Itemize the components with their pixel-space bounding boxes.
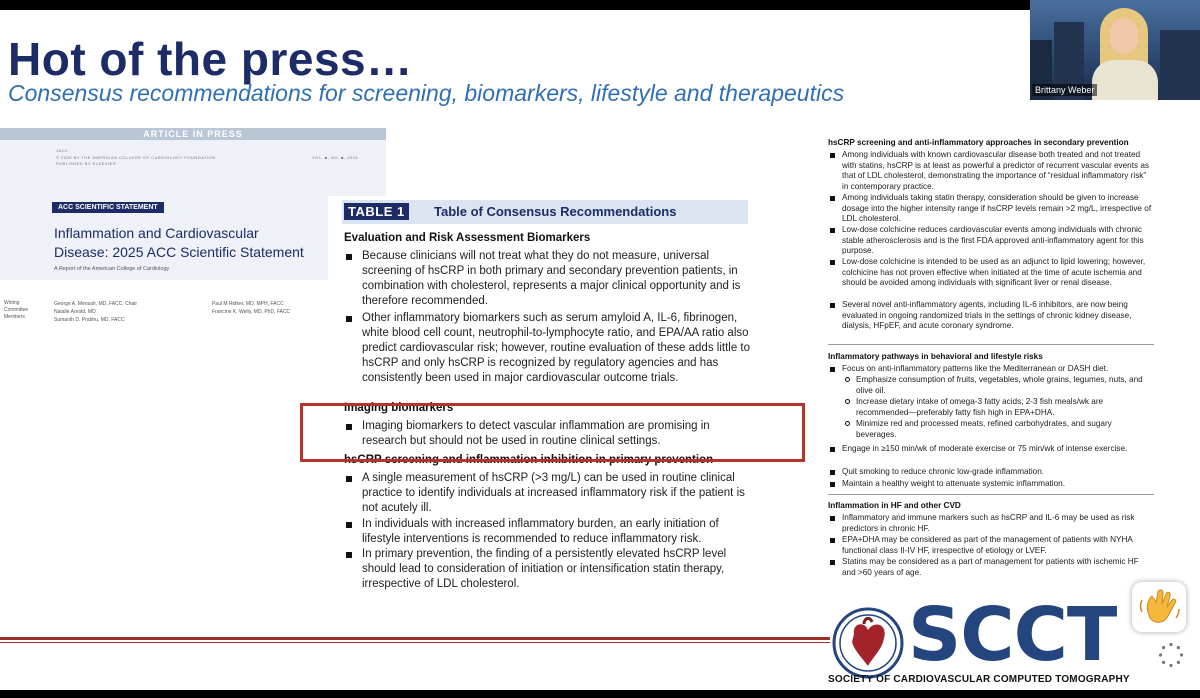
author: George A. Mensah, MD, FACC, Chair: [54, 301, 138, 307]
background-building: [1160, 30, 1200, 100]
list-item: Low-dose colchicine is intended to be used as an adjunct to lipid lowering; however, colchicine has not proven effective when initiated at the time of acute ischemia and should be avoided among individuals with significant liver or renal disease.: [828, 257, 1152, 289]
heart-logo-icon: [830, 606, 910, 680]
table-bullet: Because clinicians will not treat what they do not measure, universal screening of hsCRP in both primary and secondary prevention patients, in combination with cholesterol, represents a major clinical opportunity and is therefore recommended.: [346, 249, 750, 309]
participant-face: [1110, 18, 1138, 54]
participant-video-tile[interactable]: [1030, 0, 1200, 100]
scct-logo-text: SCCT: [908, 592, 1117, 678]
list-item: Inflammatory and immune markers such as hsCRP and IL-6 may be used as risk predictors in chronic HF.: [828, 513, 1152, 534]
table-bullet: Imaging biomarkers to detect vascular inflammation are promising in research but should not be used in routine clinical settings.: [346, 419, 750, 449]
table-bullet: A single measurement of hsCRP (>3 mg/L) can be used in routine clinical practice to identify individuals at increased inflammatory risk if the patient is not acutely ill.: [346, 471, 750, 516]
table-header: [342, 200, 748, 224]
waving-hand-icon: [1132, 582, 1186, 632]
consensus-table: [328, 196, 804, 606]
sub-list-item: Emphasize consumption of fruits, vegetables, whole grains, legumes, nuts, and olive oil.: [844, 375, 1152, 396]
participant-name-label: Brittany Weber: [1032, 84, 1097, 96]
presentation-slide: [0, 10, 1200, 690]
table-bullet: In individuals with increased inflammatory burden, an early initiation of lifestyle interventions is recommended to reduce inflammatory risk.: [346, 517, 750, 547]
table-bullet: In primary prevention, the finding of a persistently elevated hsCRP level should lead to consideration of initiation or intensification statin therapy, irrespective of LDL cholesterol.: [346, 547, 750, 592]
participant-body: [1092, 60, 1158, 100]
table-bullet: Other inflammatory biomarkers such as serum amyloid A, IL-6, fibrinogen, white blood cell count, neutrophil-to-lymphocyte ratio, and EPA/AA ratio also predict cardiovascular risk; however, routine evaluation of these adds little to hsCRP and only hsCRP is recognized by regulatory agencies and has consistently been used in major cardiovascular outcome trials.: [346, 311, 750, 386]
divider: [828, 494, 1154, 495]
article-report-line: A Report of the American College of Cardiology: [54, 266, 170, 272]
publisher-line-1: JACC: [56, 148, 69, 153]
table-title: Table of Consensus Recommendations: [434, 204, 677, 219]
list-item: Focus on anti-inflammatory patterns like the Mediterranean or DASH diet.: [828, 364, 1152, 375]
author: Paul M Ridker, MD, MPH, FACC: [212, 301, 284, 307]
author: Sumanth D. Prabhu, MD, FACC: [54, 317, 125, 323]
author: Natalie Arnold, MD: [54, 309, 96, 315]
section-heading: Evaluation and Risk Assessment Biomarkers: [344, 232, 591, 244]
reaction-button[interactable]: [1132, 582, 1186, 632]
list-item: Among individuals with known cardiovascular disease both treated and not treated with statins, hsCRP is at least as powerful a predictor of recurrent vascular events as that of LDL cholesterol, demonstrating the importance of “residual inflammatory risk” in contemporary practice.: [828, 150, 1152, 192]
imaging-biomarkers-highlight-box: [300, 403, 805, 462]
sub-list-item: Minimize red and processed meats, refined carbohydrates, and sugary beverages.: [844, 419, 1152, 440]
section-heading: Imaging biomarkers: [344, 402, 454, 414]
section-heading: Inflammatory pathways in behavioral and lifestyle risks: [828, 352, 1043, 361]
list-item: Statins may be considered as a part of management for patients with ischemic HF and >60 years of age.: [828, 557, 1152, 578]
list-item: Maintain a healthy weight to attenuate systemic inflammation.: [828, 479, 1152, 490]
scct-logo-subtitle: SOCIETY OF CARDIOVASCULAR COMPUTED TOMOGRAPHY: [828, 674, 1130, 685]
top-black-bar: [0, 0, 1200, 10]
committee-label: Writing Committee Members: [4, 300, 29, 320]
footer-rule-thin: [0, 642, 830, 643]
list-item: Among individuals taking statin therapy, consideration should be given to increase dosage into the higher intensity range if hsCRP levels remain >2 mg/L, irrespective of LDL cholesterol.: [828, 193, 1152, 225]
statement-tag: ACC SCIENTIFIC STATEMENT: [52, 202, 164, 213]
section-heading: Inflammation in HF and other CVD: [828, 501, 961, 510]
author: Francine K. Welty, MD, PhD, FACC: [212, 309, 291, 315]
footer-rule: [0, 637, 830, 640]
slide-title: Hot of the press…: [8, 33, 413, 85]
divider: [828, 344, 1154, 345]
section-heading: hsCRP screening and inflammation inhibition in primary prevention: [344, 454, 714, 466]
slide-subtitle: Consensus recommendations for screening, biomarkers, lifestyle and therapeutics: [8, 80, 845, 106]
list-item: Several novel anti-inflammatory agents, including IL-6 inhibitors, are now being evaluated in ongoing randomized trials in the settings of chronic kidney disease, dialysis, HFpEF, and acute coronary syndrome.: [828, 300, 1152, 332]
table-tag: TABLE 1: [344, 203, 409, 220]
authors-column-2: [212, 300, 290, 316]
loading-spinner-icon: [1158, 642, 1184, 668]
list-item: Quit smoking to reduce chronic low-grade inflammation.: [828, 467, 1152, 478]
list-item: Engage in ≥150 min/wk of moderate exercise or 75 min/wk of intense exercise.: [828, 444, 1152, 455]
sub-list-item: Increase dietary intake of omega-3 fatty acids; 2-3 fish meals/wk are recommended—preferably fatty fish high in EPA+DHA.: [844, 397, 1152, 418]
section-heading: hsCRP screening and anti-inflammatory approaches in secondary prevention: [828, 138, 1129, 147]
authors-column-1: [54, 300, 137, 324]
publisher-line-2: © 2025 BY THE AMERICAN COLLEGE OF CARDIOLOGY FOUNDATION: [56, 155, 216, 160]
publisher-line-3: PUBLISHED BY ELSEVIER: [56, 161, 117, 166]
list-item: Low-dose colchicine reduces cardiovascular events among individuals with chronic stable atherosclerosis and is the first FDA approved anti-inflammatory agent for this purpose.: [828, 225, 1152, 257]
list-item: EPA+DHA may be considered as part of the management of patients with NYHA functional class II-IV HF, irrespective of etiology or LVEF.: [828, 535, 1152, 556]
bottom-black-bar: [0, 690, 1200, 698]
article-title-line-1: Inflammation and Cardiovascular: [54, 225, 259, 241]
article-title-line-2: Disease: 2025 ACC Scientific Statement: [54, 244, 304, 260]
volume-line: VOL. ■, NO. ■, 2025: [312, 155, 359, 160]
article-in-press-label: ARTICLE IN PRESS: [143, 129, 243, 139]
